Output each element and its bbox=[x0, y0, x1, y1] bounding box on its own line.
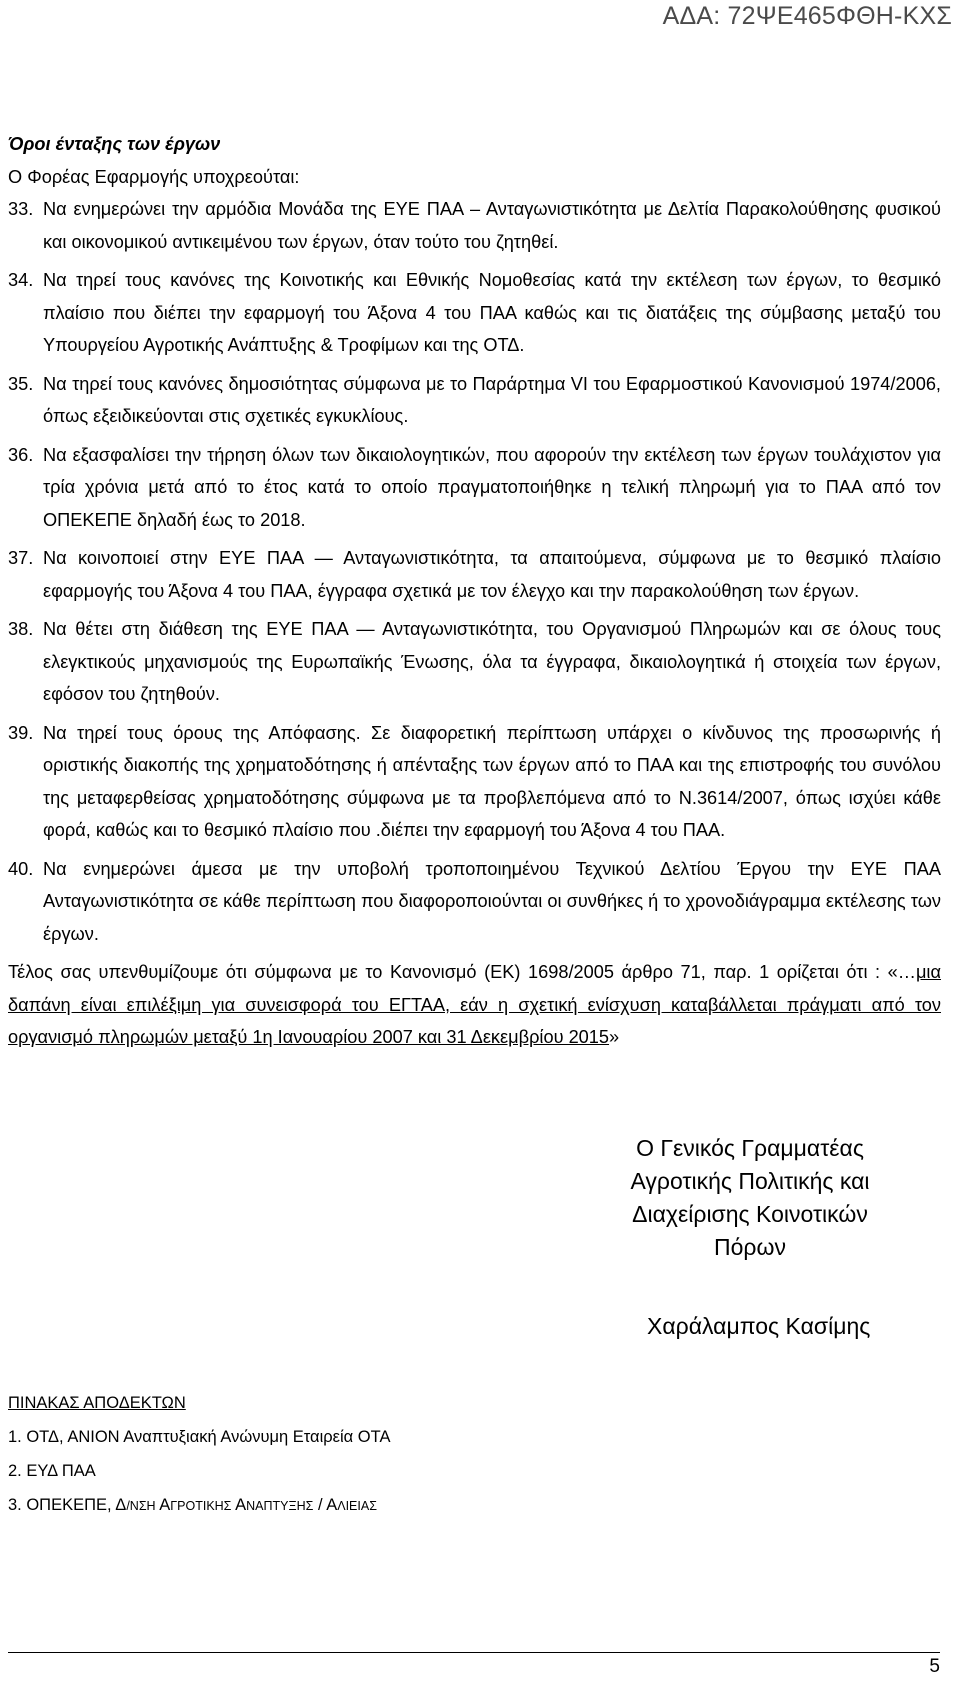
recipient-item bbox=[8, 1488, 390, 1523]
item-text: Να τηρεί τους κανόνες δημοσιότητας σύμφωνα με το Παράρτημα VI του Εφαρμοστικού Κανονισμού 1974/2006, όπως εξειδικεύονται στις σχετικές εγκυκλίους. bbox=[43, 373, 941, 426]
signature-block bbox=[565, 1132, 935, 1264]
signatory-title-line: Πόρων bbox=[714, 1234, 786, 1260]
footer-divider bbox=[8, 1652, 940, 1653]
list-item bbox=[8, 264, 941, 362]
recipient-item: 2. ΕΥΔ ΠΑΑ bbox=[8, 1462, 96, 1480]
recipient-text: ΛΙΕΙΑΣ bbox=[337, 1499, 377, 1513]
item-text: Να εξασφαλίσει την τήρηση όλων των δικαιολογητικών, που αφορούν την εκτέλεση των έργων τουλάχιστον για τρία χρόνια μετά από το έτος κατά το οποίο πραγματοποιήθηκε η τελική πληρωμή για το ΠΑΑ από τον ΟΠΕΚΕΠΕ δηλαδή έως το 2018. bbox=[43, 444, 941, 530]
page-number: 5 bbox=[929, 1656, 940, 1677]
closing-paragraph bbox=[8, 956, 941, 1054]
recipient-text: /ΝΣΗ bbox=[126, 1499, 156, 1513]
signatory-title-line: Ο Γενικός Γραμματέας bbox=[636, 1135, 864, 1161]
closing-tail: » bbox=[609, 1027, 620, 1047]
list-item bbox=[8, 717, 941, 847]
recipients-list bbox=[8, 1386, 390, 1523]
recipient-text: Α bbox=[155, 1496, 171, 1514]
section-title: Όροι ένταξης των έργων bbox=[8, 134, 221, 154]
item-number: 36. bbox=[8, 444, 34, 465]
list-item bbox=[8, 368, 941, 433]
list-item bbox=[8, 542, 941, 607]
item-number: 40. bbox=[8, 858, 34, 879]
item-number: 37. bbox=[8, 548, 34, 568]
closing-lead: Τέλος σας υπενθυμίζουμε ότι σύμφωνα με το Κανονισμό (ΕΚ) 1698/2005 άρθρο 71, παρ. 1 ορίζεται ότι : «… bbox=[8, 962, 916, 982]
list-item bbox=[8, 853, 941, 951]
signatory-name: Χαράλαμπος Κασίμης bbox=[647, 1313, 871, 1339]
list-item bbox=[8, 439, 941, 537]
recipient-item: 1. ΟΤΔ, ΑΝΙΟΝ Αναπτυξιακή Ανώνυμη Εταιρεία ΟΤΑ bbox=[8, 1428, 391, 1446]
recipient-text: 3. ΟΠΕΚΕΠΕ, Δ bbox=[8, 1496, 127, 1514]
item-number: 33. bbox=[8, 199, 34, 219]
recipient-text: ΓΡΟΤΙΚΗΣ bbox=[170, 1499, 232, 1513]
list-item bbox=[8, 613, 941, 711]
recipient-text: Α bbox=[231, 1496, 247, 1514]
recipient-text: / Α bbox=[313, 1496, 338, 1514]
document-body bbox=[8, 128, 941, 1054]
item-text: Να τηρεί τους όρους της Απόφασης. Σε διαφορετική περίπτωση υπάρχει ο κίνδυνος της προσωρινής ή οριστικής διακοπής της χρηματοδότησης ή απένταξης των έργων από το ΠΑΑ και της επιστροφής του συνόλου της μεταφερθείσας χρηματοδότησης σύμφωνα με τα προβλεπόμενα από το Ν.3614/2007, όπως ισχύει κάθε φορά, καθώς και το θεσμικό πλαίσιο που .διέπει την εφαρμογή του Άξονα 4 του ΠΑΑ. bbox=[43, 722, 941, 840]
item-number: 38. bbox=[8, 619, 34, 639]
signatory-title-line: Αγροτικής Πολιτικής και bbox=[630, 1168, 870, 1194]
recipients-title: ΠΙΝΑΚΑΣ ΑΠΟΔΕΚΤΩΝ bbox=[8, 1394, 186, 1412]
list-item bbox=[8, 193, 941, 258]
item-text: Να κοινοποιεί στην ΕΥΕ ΠΑΑ — Ανταγωνιστικότητα, τα απαιτούμενα, σύμφωνα με το θεσμικό πλαίσιο εφαρμογής του Άξονα 4 του ΠΑΑ, έγγραφα σχετικά με τον έλεγχο και την παρακολούθηση των έργων. bbox=[43, 548, 941, 601]
signatory-title-line: Διαχείρισης Κοινοτικών bbox=[632, 1201, 868, 1227]
item-number: 35. bbox=[8, 373, 34, 394]
recipient-text: ΝΑΠΤΥΞΗΣ bbox=[246, 1499, 314, 1513]
item-text: Να τηρεί τους κανόνες της Κοινοτικής και Εθνικής Νομοθεσίας κατά την εκτέλεση των έργων, το θεσμικό πλαίσιο που διέπει την εφαρμογή του Άξονα 4 του ΠΑΑ καθώς και τις διατάξεις της σύμβασης μεταξύ του Υπουργείου Αγροτικής Ανάπτυξης & Τροφίμων και της ΟΤΔ. bbox=[43, 270, 941, 355]
item-text: Να θέτει στη διάθεση της ΕΥΕ ΠΑΑ — Ανταγωνιστικότητα, του Οργανισμού Πληρωμών και σε όλους τους ελεγκτικούς μηχανισμούς της Ευρωπαϊκής Ένωσης, όλα τα έγγραφα, δικαιολογητικά ή στοιχεία των έργων, εφόσον του ζητηθούν. bbox=[43, 619, 941, 704]
item-text: Να ενημερώνει την αρμόδια Μονάδα της ΕΥΕ ΠΑΑ – Ανταγωνιστικότητα με Δελτία Παρακολούθησης φυσικού και οικονομικού αντικειμένου των έργων, όταν τούτο του ζητηθεί. bbox=[43, 199, 941, 252]
item-number: 39. bbox=[8, 722, 34, 743]
item-number: 34. bbox=[8, 270, 34, 290]
item-text: Να ενημερώνει άμεσα με την υποβολή τροποποιημένου Τεχνικού Δελτίου Έργου την ΕΥΕ ΠΑΑ Ανταγωνιστικότητα σε κάθε περίπτωση που διαφοροποιούνται οι συνθήκες ή το χρονοδιάγραμμα εκτέλεσης των έργων. bbox=[43, 858, 941, 944]
regulation-quote: μια δαπάνη είναι επιλέξιμη για συνεισφορά του ΕΓΤΑΑ, εάν η σχετική ενίσχυση καταβάλλεται πράγματι από τον οργανισμό πληρωμών μεταξύ 1η Ιανουαρίου 2007 και 31 Δεκεμβρίου 2015 bbox=[8, 962, 941, 1047]
ada-code: ΑΔΑ: 72ΨΕ465ΦΘΗ-ΚΧΣ bbox=[662, 2, 952, 30]
section-subtitle: Ο Φορέας Εφαρμογής υποχρεούται: bbox=[8, 166, 300, 187]
